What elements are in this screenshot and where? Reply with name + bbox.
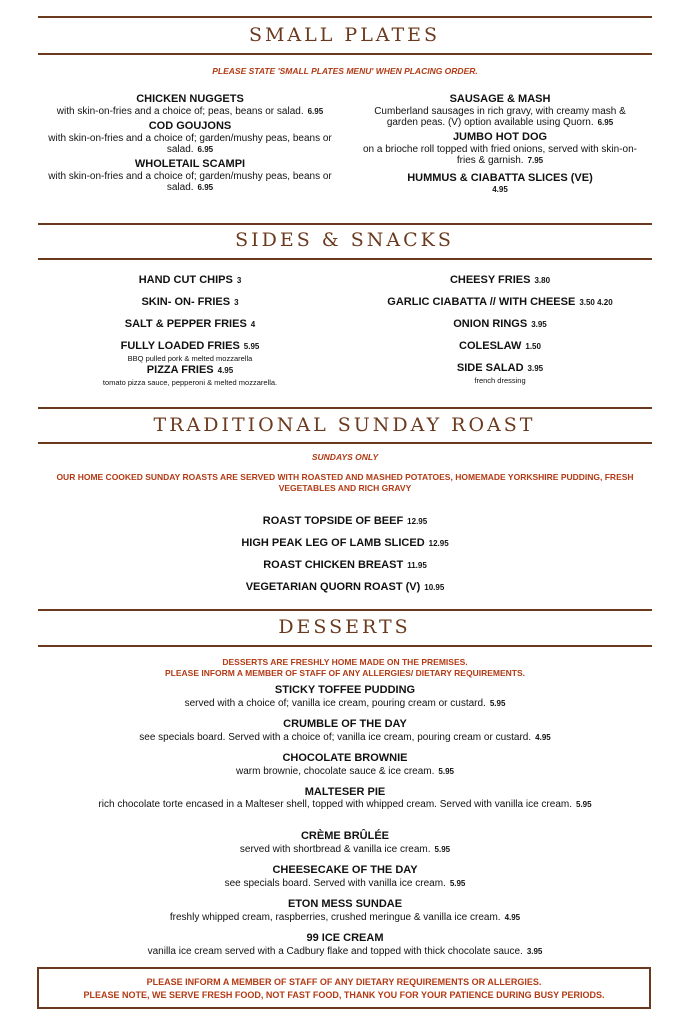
item-price: 4.95 — [492, 185, 508, 194]
item-name: STICKY TOFFEE PUDDING — [274, 684, 416, 696]
item-price: 3.95 — [531, 320, 547, 329]
item-price: 3 — [236, 276, 242, 285]
item-price: 10.95 — [424, 583, 445, 592]
sides-right-column — [352, 270, 648, 385]
item-desc: vanilla ice cream served with a Cadbury flake and topped with thick chocolate sauce. — [147, 946, 523, 957]
item-name: GARLIC CIABATTA // WITH CHEESE — [387, 296, 576, 308]
section-rule — [38, 258, 652, 260]
menu-item — [40, 555, 650, 577]
item-desc: tomato pizza sauce, pepperoni & melted mozzarella. — [102, 378, 278, 387]
item-desc: see specials board. Served with vanilla ice cream. — [224, 878, 446, 889]
item-price: 12.95 — [407, 517, 428, 526]
item-name: CHICKEN NUGGETS — [136, 93, 244, 105]
item-price: 11.95 — [407, 561, 427, 570]
item-name: ETON MESS SUNDAE — [287, 898, 403, 910]
small-plates-heading: SMALL PLATES — [248, 24, 441, 46]
menu-item — [352, 270, 648, 292]
item-desc: served with a choice of; vanilla ice cream, pouring cream or custard. — [184, 698, 486, 709]
item-price: 12.95 — [428, 539, 449, 548]
item-price: 4 — [250, 320, 256, 329]
menu-item — [40, 158, 340, 193]
item-desc: on a brioche roll topped with fried onions, served with skin-on-fries & garnish. — [362, 144, 638, 166]
item-name: HUMMUS & CIABATTA SLICES (VE) — [407, 172, 593, 184]
item-price: 6.95 — [197, 183, 214, 192]
item-price: 5.95 — [243, 342, 260, 351]
item-price: 7.95 — [527, 156, 544, 165]
roast-heading: TRADITIONAL SUNDAY ROAST — [153, 414, 536, 436]
menu-item — [60, 932, 630, 959]
menu-item — [40, 533, 650, 555]
desserts-heading: DESSERTS — [278, 616, 411, 638]
item-price: 5.95 — [438, 767, 454, 776]
roast-notice: OUR HOME COOKED SUNDAY ROASTS ARE SERVED WITH ROASTED AND MASHED POTATOES, HOMEMADE YORKSHIRE PUDDING, FRESH VEGETABLES AND RICH GRAVY — [56, 472, 634, 493]
desserts-notice-line: PLEASE INFORM A MEMBER OF STAFF OF ANY ALLERGIES/ DIETARY REQUIREMENTS. — [164, 668, 525, 678]
item-name: SKIN- ON- FRIES — [141, 296, 231, 308]
item-name: ROAST CHICKEN BREAST — [263, 559, 404, 571]
item-name: CRUMBLE OF THE DAY — [283, 718, 407, 730]
section-rule — [38, 53, 652, 55]
menu-item — [352, 93, 648, 128]
item-price: 3.80 — [534, 276, 551, 285]
menu-item — [60, 684, 630, 718]
desserts-items — [60, 684, 630, 959]
sides-left-column — [40, 270, 340, 387]
item-desc: with skin-on-fries and a choice of; peas, beans or salad. — [56, 106, 304, 117]
item-price: 6.95 — [197, 145, 214, 154]
menu-item — [40, 93, 340, 117]
item-price: 3.50 4.20 — [579, 298, 613, 307]
footer-line: PLEASE INFORM A MEMBER OF STAFF OF ANY DIETARY REQUIREMENTS OR ALLERGIES. — [146, 977, 542, 987]
item-name: CRÈME BRÛLÉE — [300, 830, 389, 842]
item-desc: rich chocolate torte encased in a Malteser shell, topped with whipped cream. Served with vanilla ice cream. — [98, 799, 572, 810]
roast-items — [40, 511, 650, 595]
item-name: VEGETARIAN QUORN ROAST (V) — [245, 581, 421, 593]
menu-item — [40, 511, 650, 533]
item-name: COLESLAW — [459, 340, 522, 352]
item-price: 6.95 — [307, 107, 324, 116]
menu-item — [352, 358, 648, 385]
sides-heading: SIDES & SNACKS — [235, 229, 454, 251]
item-price: 3.95 — [526, 947, 543, 956]
item-name: HIGH PEAK LEG OF LAMB SLICED — [241, 537, 425, 549]
item-name: SALT & PEPPER FRIES — [124, 318, 247, 330]
item-name: FULLY LOADED FRIES — [120, 340, 240, 352]
menu-item — [352, 131, 648, 166]
section-rule — [38, 223, 652, 225]
item-name: CHEESECAKE OF THE DAY — [272, 864, 418, 876]
item-price: 4.95 — [217, 366, 234, 375]
menu-item — [60, 786, 630, 830]
item-name: CHEESY FRIES — [449, 274, 531, 286]
item-price: 6.95 — [597, 118, 614, 127]
item-desc: freshly whipped cream, raspberries, crushed meringue & vanilla ice cream. — [169, 912, 501, 923]
item-desc: with skin-on-fries and a choice of; garden/mushy peas, beans or salad. — [48, 171, 332, 193]
desserts-notice-line: DESSERTS ARE FRESHLY HOME MADE ON THE PREMISES. — [222, 657, 468, 667]
item-desc: Cumberland sausages in rich gravy, with creamy mash & garden peas. (V) option available using Quorn. — [374, 106, 626, 128]
item-name: SAUSAGE & MASH — [449, 93, 551, 105]
item-name: COD GOUJONS — [148, 120, 232, 132]
item-desc: with skin-on-fries and a choice of; garden/mushy peas, beans or salad. — [48, 133, 332, 155]
menu-item — [352, 172, 648, 195]
item-desc: BBQ pulled pork & melted mozzarella — [127, 354, 253, 363]
item-price: 4.95 — [504, 913, 521, 922]
menu-item — [352, 336, 648, 358]
item-price: 1.50 — [525, 342, 541, 351]
section-rule — [38, 645, 652, 647]
item-name: HAND CUT CHIPS — [138, 274, 233, 286]
small-plates-notice: PLEASE STATE 'SMALL PLATES MENU' WHEN PLACING ORDER. — [212, 66, 478, 76]
menu-item — [40, 314, 340, 336]
item-price: 5.95 — [434, 845, 451, 854]
menu-item — [352, 292, 648, 314]
item-name: PIZZA FRIES — [146, 364, 214, 376]
item-name: WHOLETAIL SCAMPI — [134, 158, 246, 170]
menu-item — [60, 752, 630, 786]
item-price: 3.95 — [527, 364, 544, 373]
item-price: 5.95 — [449, 879, 466, 888]
item-price: 5.95 — [489, 699, 506, 708]
item-desc: french dressing — [474, 376, 526, 385]
item-name: MALTESER PIE — [304, 786, 386, 798]
item-name: JUMBO HOT DOG — [452, 131, 548, 143]
menu-item — [40, 577, 650, 595]
menu-item — [40, 270, 340, 292]
section-rule — [38, 442, 652, 444]
item-desc: served with shortbread & vanilla ice cream. — [239, 844, 431, 855]
menu-item — [352, 314, 648, 336]
menu-item — [60, 898, 630, 932]
menu-item — [40, 292, 340, 314]
menu-item — [60, 864, 630, 898]
item-name: SIDE SALAD — [456, 362, 524, 374]
roast-subtitle: SUNDAYS ONLY — [311, 452, 379, 462]
menu-item — [40, 360, 340, 387]
footer-line: PLEASE NOTE, WE SERVE FRESH FOOD, NOT FAST FOOD, THANK YOU FOR YOUR PATIENCE DURING BUSY PERIODS. — [83, 990, 605, 1000]
item-name: ONION RINGS — [453, 318, 528, 330]
item-name: 99 ICE CREAM — [306, 932, 384, 944]
item-desc: warm brownie, chocolate sauce & ice cream. — [236, 766, 435, 777]
item-desc: see specials board. Served with a choice of; vanilla ice cream, pouring cream or custard. — [139, 732, 532, 743]
small-plates-left-column — [40, 93, 340, 193]
menu-item — [40, 336, 340, 363]
desserts-notice — [40, 657, 650, 679]
footer-notice-box — [37, 967, 651, 1009]
item-price: 3 — [234, 298, 239, 307]
small-plates-right-column — [352, 93, 648, 195]
item-price: 5.95 — [576, 800, 592, 809]
item-name: ROAST TOPSIDE OF BEEF — [262, 515, 404, 527]
menu-item — [40, 120, 340, 155]
item-name: CHOCOLATE BROWNIE — [282, 752, 408, 764]
menu-item — [60, 718, 630, 752]
section-rule — [38, 16, 652, 18]
section-rule — [38, 609, 652, 611]
item-price: 4.95 — [535, 733, 551, 742]
menu-item — [60, 830, 630, 864]
section-rule — [38, 407, 652, 409]
